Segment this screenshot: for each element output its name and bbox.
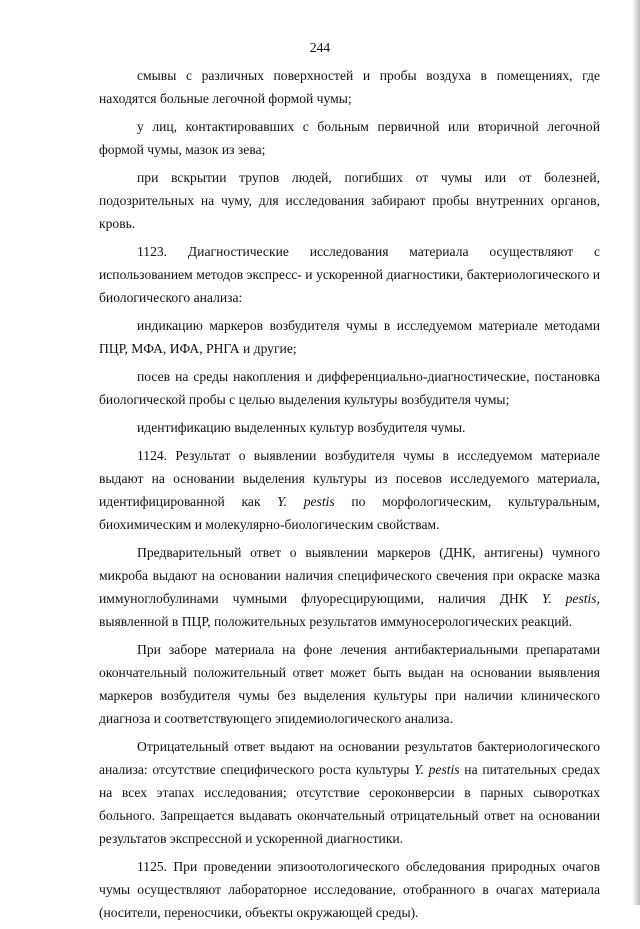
paragraph-preliminary-answer: Предварительный ответ о выявлении маркеров (ДНК, антигены) чумного микроба выдают на основании наличия специфического свечения при окраске мазка иммуноглобулинами чумными флуоресцирующими, наличия ДНК Y. pestis, выявленной в ПЦР, положительных результатов иммуносерологических реакций.	[99, 545, 600, 629]
page-number: 244	[309, 40, 331, 55]
paragraph-negative-answer: Отрицательный ответ выдают на основании результатов бактериологического анализа: отсутствие специфического роста культуры Y. pestis на питательных средах на всех этапах исследования; отсутствие сероконверсии в парных сыворотках больного. Запрещается выдавать окончательный отрицательный ответ на основании результатов экспрессной и ускоренной диагностики.	[99, 739, 601, 846]
paragraph-1124: 1124. Результат о выявлении возбудителя чумы в исследуемом материале выдают на основании выделения культуры из посевов исследуемого материала, идентифицированной как Y. pestis по морфологическим, культуральным, биохимическим и молекулярно-биологическим свойствам.	[99, 448, 601, 532]
paragraph-autopsy: при вскрытии трупов людей, погибших от чумы или от болезней, подозрительных на чуму, для исследования забирают пробы внутренних органов, кровь.	[99, 170, 600, 231]
paragraph-culture-seeding: посев на среды накопления и дифференциально-диагностические, постановка биологической пробы с целью выделения культуры возбудителя чумы;	[99, 369, 600, 407]
body-text	[99, 64, 600, 929]
paragraph-contacts: у лиц, контактировавших с больным первичной или вторичной легочной формой чумы, мазок из зева;	[99, 119, 600, 157]
paragraph-1123: 1123. Диагностические исследования материала осуществляют с использованием методов экспресс- и ускоренной диагностики, бактериологического и биологического анализа:	[99, 244, 600, 305]
paragraph-identification: идентификацию выделенных культур возбудителя чумы.	[137, 420, 466, 435]
paragraph-markers-indication: индикацию маркеров возбудителя чумы в исследуемом материале методами ПЦР, МФА, ИФА, РНГА и другие;	[99, 318, 600, 356]
paragraph-1125: 1125. При проведении эпизоотологического обследования природных очагов чумы осуществляют лабораторное исследование, отобранного в очагах материала (носители, переносчики, объекты окружающей среды).	[99, 859, 600, 920]
paragraph-swabs: смывы с различных поверхностей и пробы воздуха в помещениях, где находятся больные легочной формой чумы;	[99, 68, 600, 106]
scan-edge-shadow	[632, 0, 640, 905]
paragraph-antibacterial-treatment: При заборе материала на фоне лечения антибактериальными препаратами окончательный положительный ответ может быть выдан на основании выявления маркеров возбудителя чумы без выделения культуры при наличии клинического диагноза и соответствующего эпидемиологического анализа.	[99, 642, 600, 726]
